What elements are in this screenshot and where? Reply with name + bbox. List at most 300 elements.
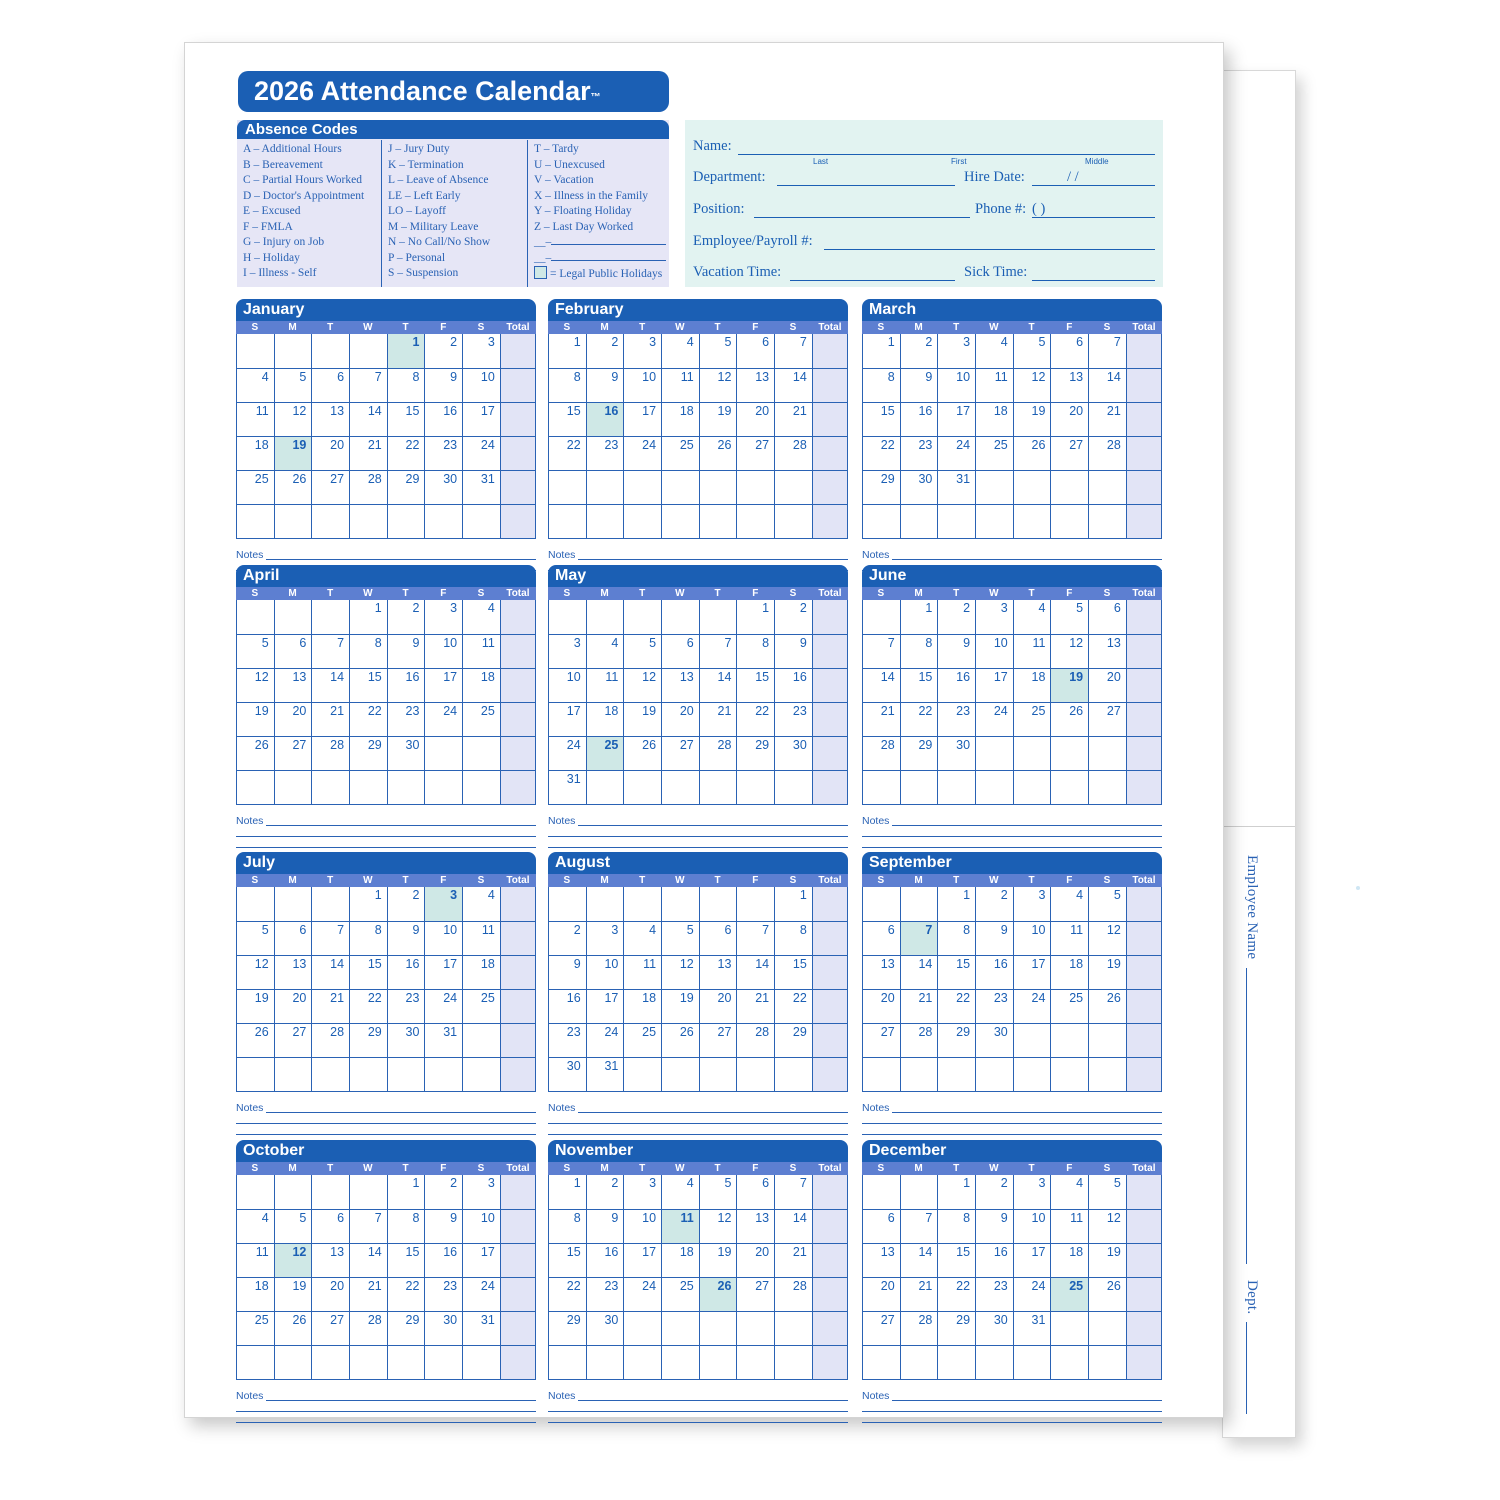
day-cell[interactable]: 28 [863, 737, 901, 770]
empty-day-cell[interactable] [463, 737, 501, 770]
day-cell[interactable]: 21 [312, 990, 350, 1023]
day-cell[interactable]: 11 [463, 635, 501, 668]
notes-line[interactable] [236, 1123, 536, 1124]
day-cell[interactable]: 1 [549, 1175, 587, 1209]
week-total-cell[interactable] [813, 369, 847, 402]
day-cell[interactable]: 31 [587, 1058, 625, 1091]
day-cell[interactable]: 19 [662, 990, 700, 1023]
week-total-cell[interactable] [501, 471, 535, 504]
day-cell[interactable]: 17 [938, 403, 976, 436]
day-cell[interactable]: 16 [901, 403, 939, 436]
day-cell[interactable]: 30 [976, 1312, 1014, 1345]
day-cell[interactable]: 17 [624, 1244, 662, 1277]
day-cell[interactable]: 16 [775, 669, 813, 702]
day-cell[interactable]: 20 [275, 990, 313, 1023]
empty-day-cell[interactable] [700, 1058, 738, 1091]
day-cell[interactable]: 12 [237, 669, 275, 702]
day-cell[interactable]: 2 [425, 1175, 463, 1209]
day-cell[interactable]: 7 [737, 922, 775, 955]
day-cell[interactable]: 6 [1051, 334, 1089, 368]
empty-day-cell[interactable] [737, 771, 775, 804]
empty-day-cell[interactable] [1051, 471, 1089, 504]
day-cell[interactable]: 29 [549, 1312, 587, 1345]
day-cell[interactable]: 22 [938, 1278, 976, 1311]
week-total-cell[interactable] [813, 990, 847, 1023]
empty-day-cell[interactable] [350, 1346, 388, 1379]
day-cell[interactable]: 20 [275, 703, 313, 736]
day-cell[interactable]: 31 [463, 471, 501, 504]
empty-day-cell[interactable] [1051, 1346, 1089, 1379]
day-cell[interactable]: 18 [237, 1278, 275, 1311]
empty-day-cell[interactable] [662, 1058, 700, 1091]
day-cell[interactable]: 29 [388, 471, 426, 504]
day-cell[interactable]: 24 [1014, 990, 1052, 1023]
empty-day-cell[interactable] [938, 505, 976, 538]
day-cell[interactable]: 1 [901, 600, 939, 634]
day-cell[interactable]: 23 [976, 990, 1014, 1023]
empty-day-cell[interactable] [662, 600, 700, 634]
empty-day-cell[interactable] [275, 334, 313, 368]
day-cell[interactable]: 8 [549, 1210, 587, 1243]
empty-day-cell[interactable] [624, 887, 662, 921]
day-cell[interactable]: 12 [662, 956, 700, 989]
department-field[interactable] [777, 185, 955, 186]
empty-day-cell[interactable] [662, 471, 700, 504]
day-cell[interactable]: 1 [388, 1175, 426, 1209]
day-cell[interactable]: 26 [275, 471, 313, 504]
day-cell[interactable]: 5 [1014, 334, 1052, 368]
day-cell[interactable]: 4 [1014, 600, 1052, 634]
week-total-cell[interactable] [813, 334, 847, 368]
empty-day-cell[interactable] [624, 1058, 662, 1091]
week-total-cell[interactable] [501, 771, 535, 804]
day-cell[interactable]: 30 [425, 1312, 463, 1345]
day-cell[interactable]: 17 [624, 403, 662, 436]
day-cell[interactable]: 14 [775, 1210, 813, 1243]
day-cell[interactable]: 14 [700, 669, 738, 702]
day-cell[interactable]: 26 [275, 1312, 313, 1345]
day-cell[interactable]: 16 [938, 669, 976, 702]
day-cell[interactable]: 10 [1014, 1210, 1052, 1243]
day-cell[interactable]: 7 [312, 922, 350, 955]
empty-day-cell[interactable] [1089, 1346, 1127, 1379]
day-cell[interactable]: 1 [549, 334, 587, 368]
empty-day-cell[interactable] [624, 505, 662, 538]
week-total-cell[interactable] [1127, 635, 1161, 668]
day-cell[interactable]: 6 [275, 635, 313, 668]
week-total-cell[interactable] [501, 990, 535, 1023]
notes-line[interactable] [548, 1134, 848, 1135]
empty-day-cell[interactable] [700, 887, 738, 921]
empty-day-cell[interactable] [312, 1058, 350, 1091]
day-cell[interactable]: 9 [388, 922, 426, 955]
empty-day-cell[interactable] [275, 887, 313, 921]
day-cell[interactable]: 25 [624, 1024, 662, 1057]
day-cell[interactable]: 4 [463, 600, 501, 634]
day-cell[interactable]: 30 [388, 1024, 426, 1057]
week-total-cell[interactable] [1127, 1278, 1161, 1311]
week-total-cell[interactable] [813, 1278, 847, 1311]
day-cell[interactable]: 22 [388, 437, 426, 470]
day-cell[interactable]: 6 [662, 635, 700, 668]
day-cell[interactable]: 15 [549, 403, 587, 436]
day-cell[interactable]: 3 [463, 1175, 501, 1209]
empty-day-cell[interactable] [463, 1058, 501, 1091]
week-total-cell[interactable] [501, 669, 535, 702]
notes-line[interactable] [266, 825, 536, 826]
empty-day-cell[interactable] [938, 1058, 976, 1091]
empty-day-cell[interactable] [662, 1346, 700, 1379]
empty-day-cell[interactable] [700, 505, 738, 538]
day-cell[interactable]: 20 [863, 990, 901, 1023]
empty-day-cell[interactable] [1089, 505, 1127, 538]
day-cell[interactable]: 9 [938, 635, 976, 668]
day-cell[interactable]: 30 [976, 1024, 1014, 1057]
day-cell[interactable]: 22 [549, 437, 587, 470]
day-cell[interactable]: 17 [463, 1244, 501, 1277]
empty-day-cell[interactable] [863, 1346, 901, 1379]
empty-day-cell[interactable] [388, 771, 426, 804]
day-cell[interactable]: 25 [662, 437, 700, 470]
day-cell[interactable]: 10 [463, 369, 501, 402]
holiday-day-cell[interactable]: 25 [1051, 1278, 1089, 1311]
day-cell[interactable]: 3 [938, 334, 976, 368]
day-cell[interactable]: 14 [863, 669, 901, 702]
day-cell[interactable]: 27 [312, 471, 350, 504]
day-cell[interactable]: 29 [350, 737, 388, 770]
day-cell[interactable]: 6 [312, 1210, 350, 1243]
notes-line[interactable] [236, 847, 536, 848]
day-cell[interactable]: 15 [938, 1244, 976, 1277]
day-cell[interactable]: 1 [350, 887, 388, 921]
week-total-cell[interactable] [501, 887, 535, 921]
week-total-cell[interactable] [1127, 1058, 1161, 1091]
week-total-cell[interactable] [813, 635, 847, 668]
week-total-cell[interactable] [813, 1210, 847, 1243]
day-cell[interactable]: 18 [463, 956, 501, 989]
empty-day-cell[interactable] [312, 771, 350, 804]
empty-day-cell[interactable] [1051, 1312, 1089, 1345]
day-cell[interactable]: 4 [976, 334, 1014, 368]
day-cell[interactable]: 21 [312, 703, 350, 736]
day-cell[interactable]: 18 [1051, 956, 1089, 989]
day-cell[interactable]: 5 [1089, 1175, 1127, 1209]
day-cell[interactable]: 14 [737, 956, 775, 989]
day-cell[interactable]: 25 [237, 471, 275, 504]
empty-day-cell[interactable] [237, 771, 275, 804]
day-cell[interactable]: 24 [624, 437, 662, 470]
day-cell[interactable]: 12 [1089, 1210, 1127, 1243]
day-cell[interactable]: 2 [587, 1175, 625, 1209]
day-cell[interactable]: 5 [1051, 600, 1089, 634]
week-total-cell[interactable] [1127, 334, 1161, 368]
empty-day-cell[interactable] [312, 600, 350, 634]
day-cell[interactable]: 26 [662, 1024, 700, 1057]
day-cell[interactable]: 5 [700, 334, 738, 368]
week-total-cell[interactable] [1127, 771, 1161, 804]
empty-day-cell[interactable] [275, 1175, 313, 1209]
empty-day-cell[interactable] [1051, 771, 1089, 804]
week-total-cell[interactable] [1127, 1346, 1161, 1379]
day-cell[interactable]: 5 [237, 922, 275, 955]
day-cell[interactable]: 20 [700, 990, 738, 1023]
day-cell[interactable]: 4 [1051, 1175, 1089, 1209]
day-cell[interactable]: 22 [737, 703, 775, 736]
week-total-cell[interactable] [1127, 922, 1161, 955]
day-cell[interactable]: 8 [938, 1210, 976, 1243]
day-cell[interactable]: 4 [587, 635, 625, 668]
day-cell[interactable]: 21 [901, 1278, 939, 1311]
week-total-cell[interactable] [1127, 956, 1161, 989]
empty-day-cell[interactable] [662, 771, 700, 804]
day-cell[interactable]: 16 [587, 1244, 625, 1277]
day-cell[interactable]: 9 [388, 635, 426, 668]
day-cell[interactable]: 1 [938, 887, 976, 921]
day-cell[interactable]: 10 [624, 1210, 662, 1243]
empty-day-cell[interactable] [775, 1346, 813, 1379]
empty-day-cell[interactable] [350, 505, 388, 538]
empty-day-cell[interactable] [1014, 471, 1052, 504]
day-cell[interactable]: 23 [549, 1024, 587, 1057]
notes-line[interactable] [548, 847, 848, 848]
day-cell[interactable]: 2 [388, 600, 426, 634]
week-total-cell[interactable] [813, 505, 847, 538]
day-cell[interactable]: 8 [388, 369, 426, 402]
holiday-day-cell[interactable]: 16 [587, 403, 625, 436]
day-cell[interactable]: 29 [938, 1312, 976, 1345]
day-cell[interactable]: 16 [388, 669, 426, 702]
empty-day-cell[interactable] [549, 887, 587, 921]
day-cell[interactable]: 12 [275, 403, 313, 436]
empty-day-cell[interactable] [350, 771, 388, 804]
day-cell[interactable]: 13 [863, 1244, 901, 1277]
day-cell[interactable]: 9 [425, 1210, 463, 1243]
notes-line[interactable] [862, 1134, 1162, 1135]
day-cell[interactable]: 12 [1051, 635, 1089, 668]
empty-day-cell[interactable] [425, 1346, 463, 1379]
week-total-cell[interactable] [501, 703, 535, 736]
week-total-cell[interactable] [813, 1244, 847, 1277]
empty-day-cell[interactable] [463, 771, 501, 804]
empty-day-cell[interactable] [1051, 737, 1089, 770]
notes-area[interactable] [236, 1102, 536, 1138]
empty-day-cell[interactable] [737, 505, 775, 538]
week-total-cell[interactable] [813, 887, 847, 921]
empty-day-cell[interactable] [700, 471, 738, 504]
day-cell[interactable]: 15 [350, 669, 388, 702]
day-cell[interactable]: 3 [587, 922, 625, 955]
empty-day-cell[interactable] [237, 887, 275, 921]
day-cell[interactable]: 20 [1089, 669, 1127, 702]
day-cell[interactable]: 23 [388, 703, 426, 736]
day-cell[interactable]: 24 [938, 437, 976, 470]
empty-day-cell[interactable] [662, 887, 700, 921]
empty-day-cell[interactable] [388, 1058, 426, 1091]
notes-area[interactable] [236, 815, 536, 851]
day-cell[interactable]: 20 [1051, 403, 1089, 436]
day-cell[interactable]: 21 [775, 403, 813, 436]
empty-day-cell[interactable] [624, 1312, 662, 1345]
notes-line[interactable] [548, 1123, 848, 1124]
day-cell[interactable]: 20 [312, 1278, 350, 1311]
day-cell[interactable]: 23 [587, 1278, 625, 1311]
day-cell[interactable]: 24 [463, 1278, 501, 1311]
empty-day-cell[interactable] [863, 600, 901, 634]
day-cell[interactable]: 28 [350, 471, 388, 504]
week-total-cell[interactable] [501, 403, 535, 436]
day-cell[interactable]: 15 [737, 669, 775, 702]
week-total-cell[interactable] [813, 600, 847, 634]
empty-day-cell[interactable] [1014, 1058, 1052, 1091]
day-cell[interactable]: 12 [1014, 369, 1052, 402]
day-cell[interactable]: 21 [775, 1244, 813, 1277]
empty-day-cell[interactable] [312, 887, 350, 921]
day-cell[interactable]: 21 [350, 1278, 388, 1311]
week-total-cell[interactable] [1127, 369, 1161, 402]
day-cell[interactable]: 7 [1089, 334, 1127, 368]
week-total-cell[interactable] [1127, 1175, 1161, 1209]
custom-code-line[interactable]: __– [534, 235, 666, 251]
empty-day-cell[interactable] [237, 505, 275, 538]
empty-day-cell[interactable] [1051, 1058, 1089, 1091]
day-cell[interactable]: 13 [312, 1244, 350, 1277]
day-cell[interactable]: 19 [624, 703, 662, 736]
day-cell[interactable]: 10 [624, 369, 662, 402]
day-cell[interactable]: 23 [976, 1278, 1014, 1311]
day-cell[interactable]: 18 [1051, 1244, 1089, 1277]
empty-day-cell[interactable] [976, 505, 1014, 538]
day-cell[interactable]: 14 [775, 369, 813, 402]
day-cell[interactable]: 10 [549, 669, 587, 702]
day-cell[interactable]: 5 [662, 922, 700, 955]
notes-line[interactable] [892, 1112, 1162, 1113]
day-cell[interactable]: 17 [549, 703, 587, 736]
day-cell[interactable]: 16 [549, 990, 587, 1023]
empty-day-cell[interactable] [737, 887, 775, 921]
week-total-cell[interactable] [813, 1312, 847, 1345]
day-cell[interactable]: 7 [312, 635, 350, 668]
notes-line[interactable] [578, 559, 848, 560]
notes-line[interactable] [266, 1400, 536, 1401]
day-cell[interactable]: 27 [275, 1024, 313, 1057]
day-cell[interactable]: 17 [1014, 956, 1052, 989]
day-cell[interactable]: 26 [1089, 1278, 1127, 1311]
day-cell[interactable]: 25 [976, 437, 1014, 470]
empty-day-cell[interactable] [312, 1346, 350, 1379]
day-cell[interactable]: 17 [1014, 1244, 1052, 1277]
empty-day-cell[interactable] [1014, 737, 1052, 770]
day-cell[interactable]: 14 [901, 1244, 939, 1277]
day-cell[interactable]: 23 [425, 437, 463, 470]
week-total-cell[interactable] [1127, 403, 1161, 436]
day-cell[interactable]: 12 [1089, 922, 1127, 955]
day-cell[interactable]: 10 [587, 956, 625, 989]
day-cell[interactable]: 11 [1051, 922, 1089, 955]
empty-day-cell[interactable] [587, 505, 625, 538]
day-cell[interactable]: 14 [901, 956, 939, 989]
day-cell[interactable]: 11 [237, 403, 275, 436]
day-cell[interactable]: 5 [624, 635, 662, 668]
day-cell[interactable]: 30 [425, 471, 463, 504]
day-cell[interactable]: 14 [312, 956, 350, 989]
day-cell[interactable]: 26 [1014, 437, 1052, 470]
empty-day-cell[interactable] [863, 887, 901, 921]
empty-day-cell[interactable] [587, 771, 625, 804]
notes-area[interactable] [236, 1390, 536, 1426]
notes-line[interactable] [548, 1422, 848, 1423]
empty-day-cell[interactable] [237, 334, 275, 368]
day-cell[interactable]: 27 [737, 1278, 775, 1311]
day-cell[interactable]: 8 [737, 635, 775, 668]
day-cell[interactable]: 27 [1051, 437, 1089, 470]
day-cell[interactable]: 6 [863, 1210, 901, 1243]
week-total-cell[interactable] [813, 1346, 847, 1379]
week-total-cell[interactable] [813, 403, 847, 436]
day-cell[interactable]: 12 [700, 1210, 738, 1243]
phone-field[interactable] [1032, 217, 1155, 218]
notes-line[interactable] [862, 1123, 1162, 1124]
week-total-cell[interactable] [501, 922, 535, 955]
day-cell[interactable]: 3 [425, 600, 463, 634]
day-cell[interactable]: 7 [775, 334, 813, 368]
notes-line[interactable] [578, 1112, 848, 1113]
day-cell[interactable]: 25 [1051, 990, 1089, 1023]
day-cell[interactable]: 26 [1051, 703, 1089, 736]
day-cell[interactable]: 13 [662, 669, 700, 702]
day-cell[interactable]: 10 [938, 369, 976, 402]
day-cell[interactable]: 6 [737, 1175, 775, 1209]
empty-day-cell[interactable] [425, 771, 463, 804]
week-total-cell[interactable] [501, 1244, 535, 1277]
day-cell[interactable]: 21 [863, 703, 901, 736]
day-cell[interactable]: 13 [275, 956, 313, 989]
day-cell[interactable]: 9 [549, 956, 587, 989]
week-total-cell[interactable] [1127, 990, 1161, 1023]
day-cell[interactable]: 30 [587, 1312, 625, 1345]
day-cell[interactable]: 18 [976, 403, 1014, 436]
week-total-cell[interactable] [1127, 887, 1161, 921]
day-cell[interactable]: 25 [1014, 703, 1052, 736]
day-cell[interactable]: 14 [1089, 369, 1127, 402]
day-cell[interactable]: 15 [901, 669, 939, 702]
day-cell[interactable]: 15 [938, 956, 976, 989]
day-cell[interactable]: 20 [312, 437, 350, 470]
week-total-cell[interactable] [813, 1058, 847, 1091]
empty-day-cell[interactable] [463, 1346, 501, 1379]
empty-day-cell[interactable] [350, 1175, 388, 1209]
empty-day-cell[interactable] [549, 1346, 587, 1379]
week-total-cell[interactable] [813, 1175, 847, 1209]
day-cell[interactable]: 16 [388, 956, 426, 989]
week-total-cell[interactable] [813, 669, 847, 702]
day-cell[interactable]: 25 [237, 1312, 275, 1345]
empty-day-cell[interactable] [312, 1175, 350, 1209]
day-cell[interactable]: 5 [1089, 887, 1127, 921]
notes-line[interactable] [266, 1112, 536, 1113]
notes-line[interactable] [236, 1134, 536, 1135]
week-total-cell[interactable] [813, 771, 847, 804]
empty-day-cell[interactable] [775, 1058, 813, 1091]
empty-day-cell[interactable] [901, 771, 939, 804]
day-cell[interactable]: 26 [1089, 990, 1127, 1023]
week-total-cell[interactable] [501, 635, 535, 668]
day-cell[interactable]: 8 [863, 369, 901, 402]
day-cell[interactable]: 22 [863, 437, 901, 470]
day-cell[interactable]: 18 [587, 703, 625, 736]
day-cell[interactable]: 8 [350, 922, 388, 955]
day-cell[interactable]: 10 [1014, 922, 1052, 955]
notes-area[interactable] [862, 815, 1162, 851]
